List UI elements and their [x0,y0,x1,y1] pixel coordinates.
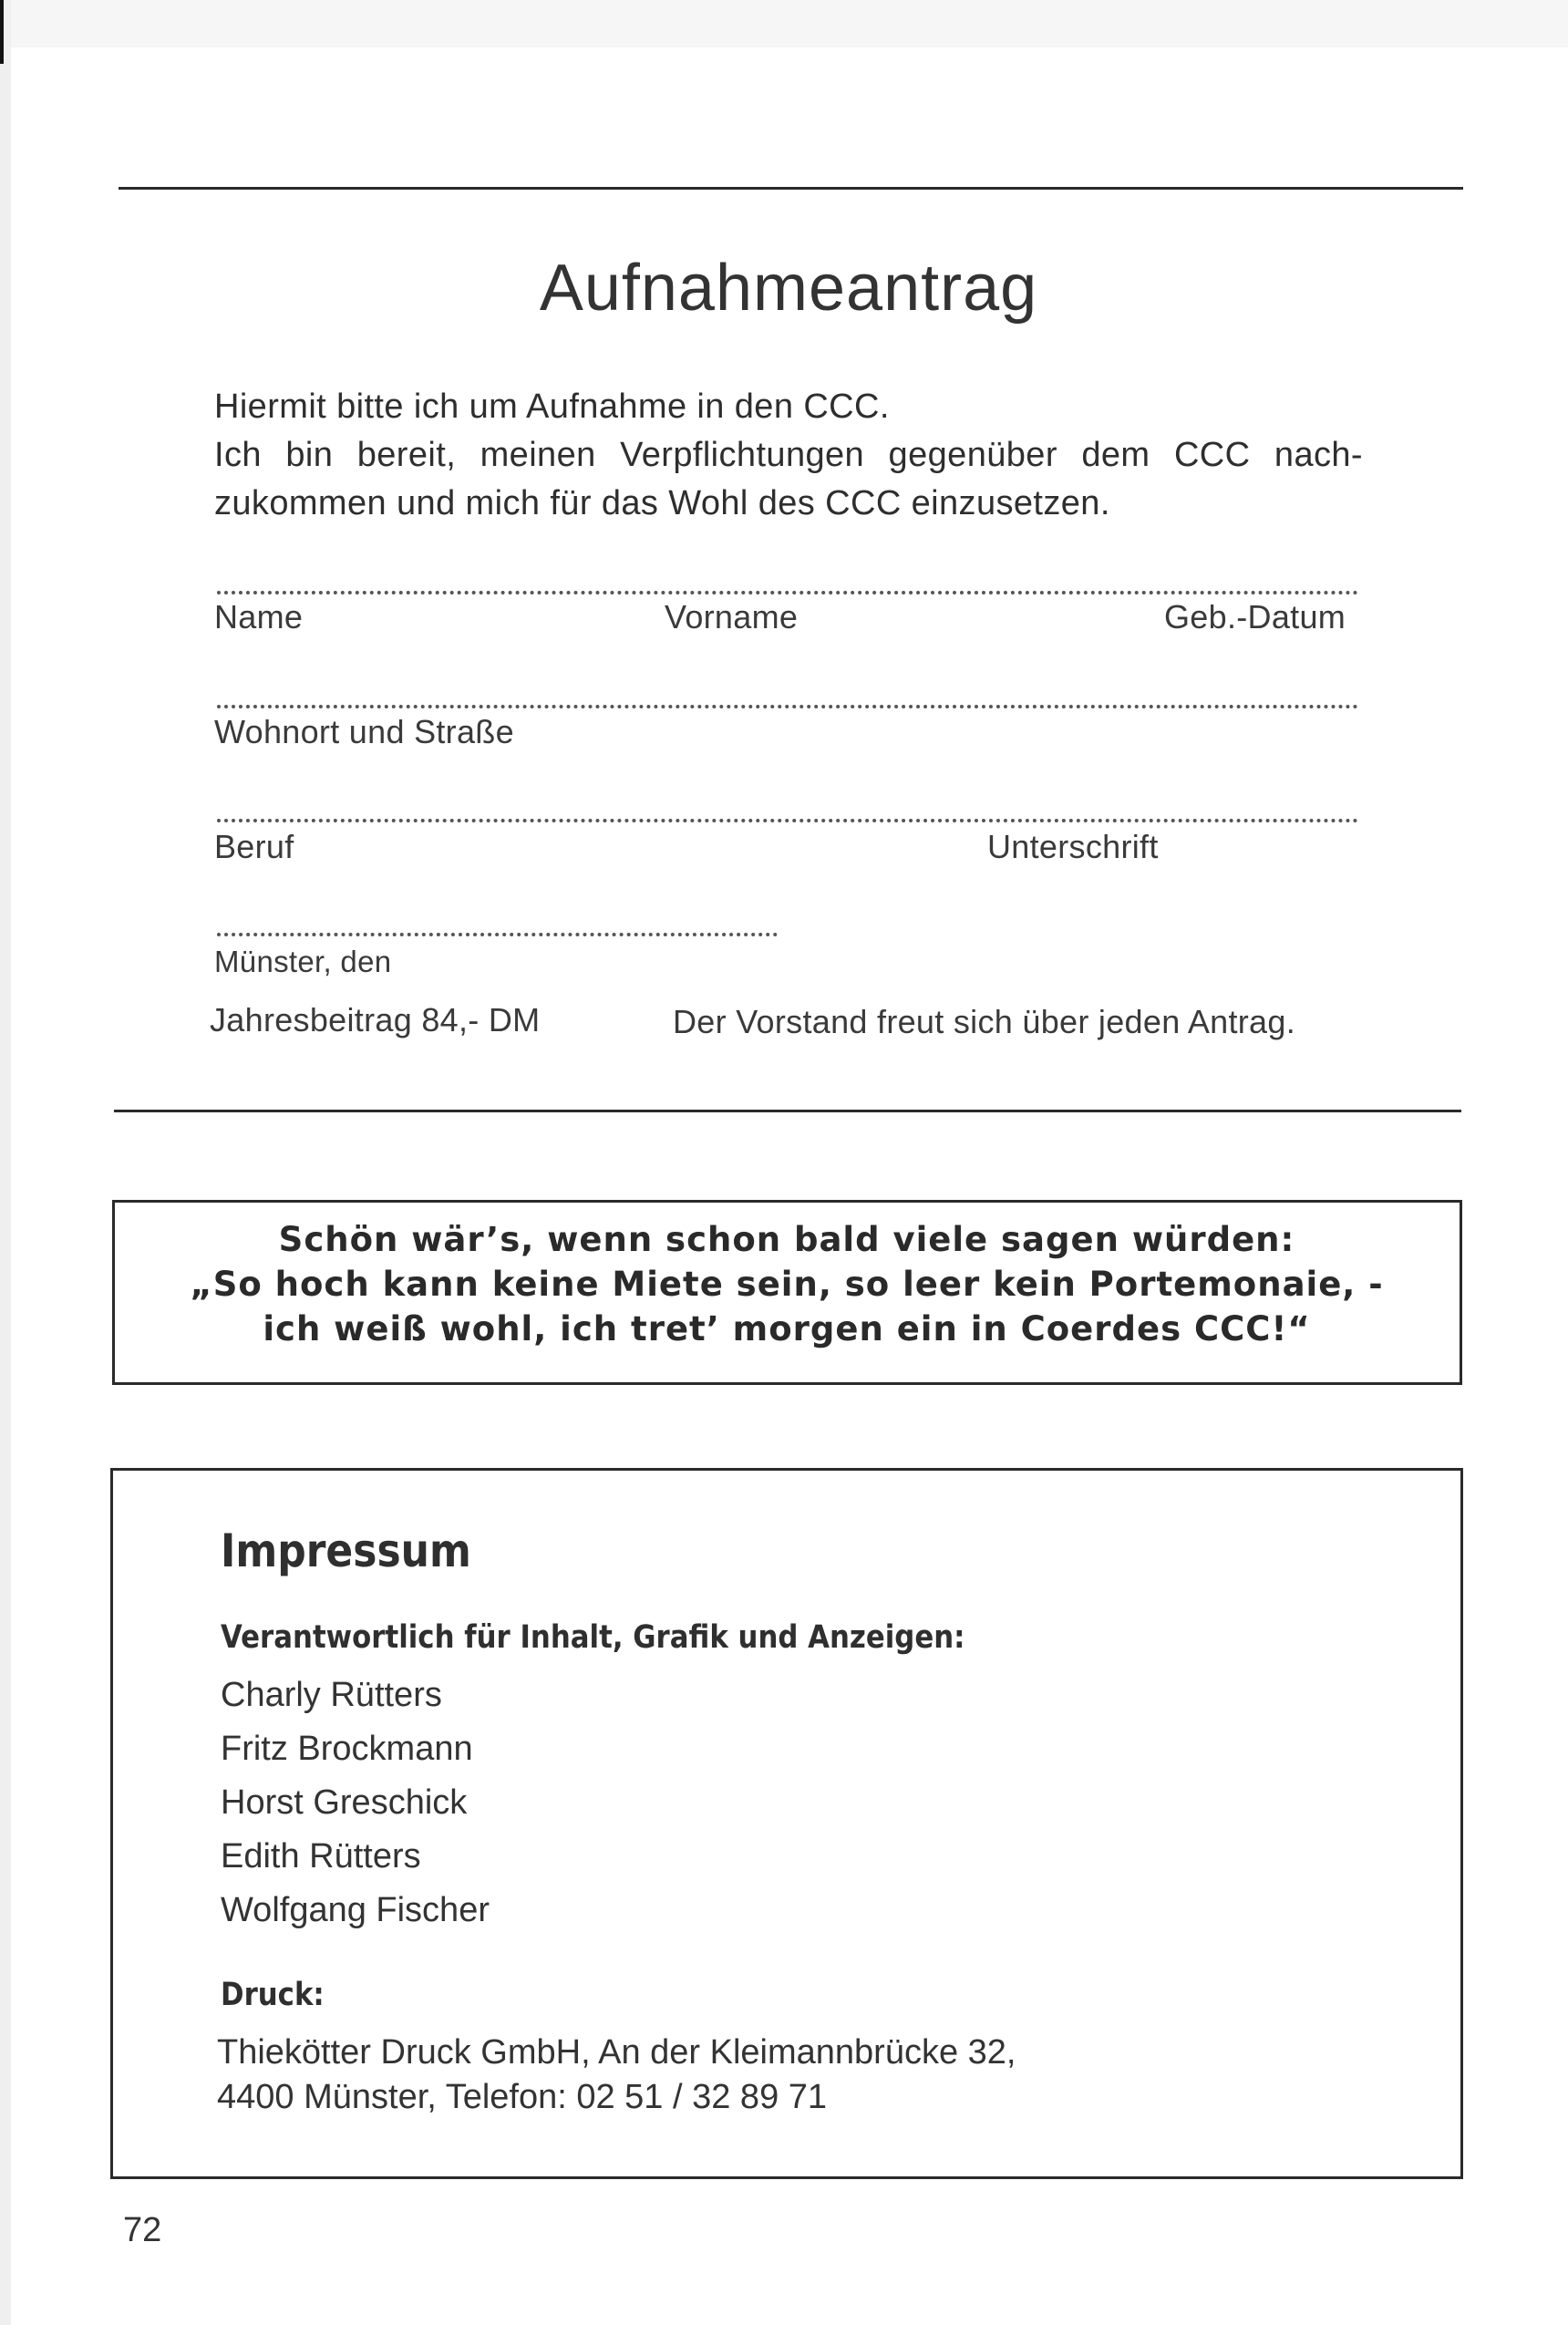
unterschrift-label: Unterschrift [987,828,1159,865]
wohnort-field-line[interactable] [217,705,1358,708]
form-title: Aufnahmeantrag [539,252,1038,325]
list-item: Wolfgang Fischer [221,1891,490,1929]
name-field-line[interactable] [217,591,1358,594]
vorname-label: Vorname [665,598,799,636]
scan-edge-left [0,0,11,2325]
druck-line-1: Thiekötter Druck GmbH, An der Kleimannbrücke 32, [217,2033,1016,2072]
date-field-line[interactable] [217,933,778,936]
slogan-line-1: Schön wär’s, wenn schon bald viele sagen würden: [278,1220,1295,1259]
list-item: Edith Rütters [221,1837,421,1876]
slogan-line-3: ich weiß wohl, ich tret’ morgen ein in Coerdes CCC!“ [263,1309,1311,1348]
page-number: 72 [123,2211,162,2249]
druck-line-2: 4400 Münster, Telefon: 02 51 / 32 89 71 [217,2078,828,2116]
druck-heading: Druck: [221,1977,325,2013]
druck-address [217,2030,1016,2120]
list-item: Horst Greschick [221,1783,468,1822]
scan-edge-top [0,0,1568,47]
intro-text [214,383,1363,528]
intro-line-1: Hiermit bitte ich um Aufnahme in den CCC. [214,388,890,426]
impressum-title: Impressum [221,1524,471,1577]
form-bottom-rule [114,1110,1461,1112]
top-rule [119,187,1463,190]
responsible-heading: Verantwortlich für Inhalt, Grafik und Anzeigen: [221,1619,965,1656]
intro-line-2: Ich bin bereit, meinen Verpflichtungen gegenüber dem CCC nach- [214,436,1363,474]
list-item: Charly Rütters [221,1676,442,1714]
slogan-line-2: „So hoch kann keine Miete sein, so leer kein Portemonaie, - [190,1265,1384,1304]
wohnort-label: Wohnort und Straße [214,713,514,750]
geb-datum-label: Geb.-Datum [1164,598,1346,636]
scan-mark [0,0,4,64]
muenster-den-label: Münster, den [214,945,392,978]
beruf-field-line[interactable] [217,819,1358,822]
jahresbeitrag-text: Jahresbeitrag 84,- DM [210,1001,541,1038]
vorstand-note: Der Vorstand freut sich über jeden Antrag. [673,1003,1295,1040]
slogan-text [115,1217,1459,1351]
responsible-names-list [221,1669,490,1938]
list-item: Fritz Brockmann [221,1730,473,1768]
beruf-label: Beruf [214,828,294,865]
intro-line-3: zukommen und mich für das Wohl des CCC einzusetzen. [214,484,1110,522]
name-label: Name [214,598,304,636]
